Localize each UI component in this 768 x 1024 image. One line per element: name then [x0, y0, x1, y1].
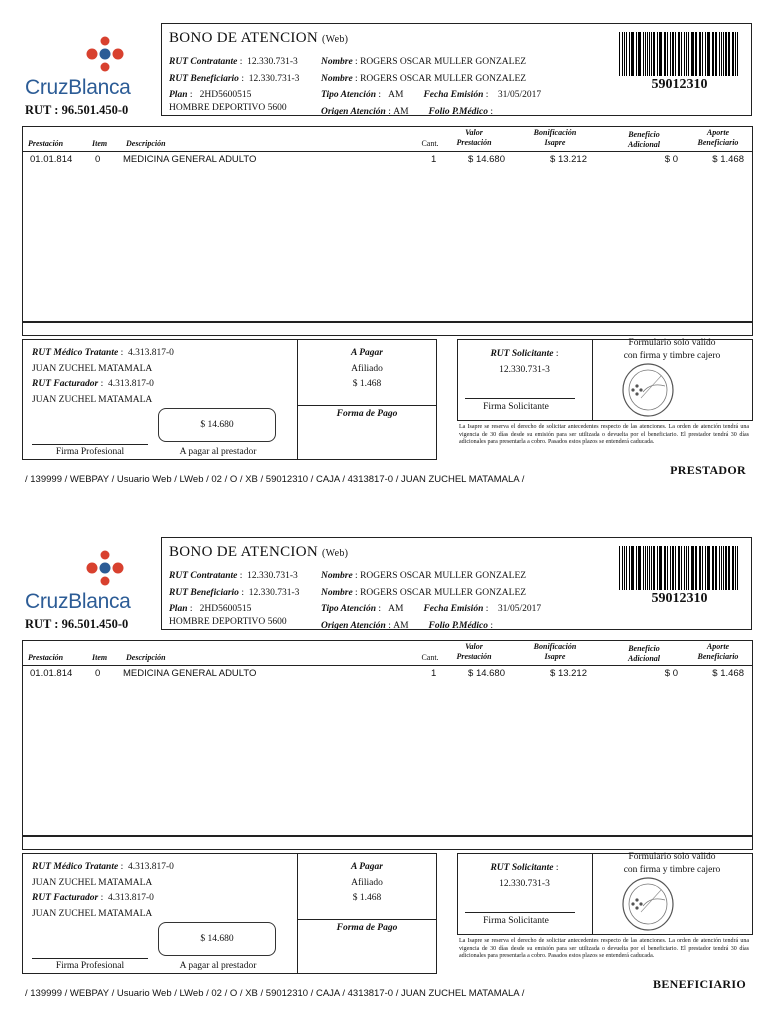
barcode-bar — [670, 546, 671, 590]
barcode-bar — [643, 546, 644, 590]
barcode-bar — [659, 546, 660, 590]
barcode-bar — [684, 546, 685, 590]
pago-divider — [297, 919, 437, 920]
cell-cant: 1 — [431, 668, 437, 679]
th-cant: Cant. — [421, 139, 439, 148]
barcode-bar — [649, 32, 650, 76]
barcode-bar — [699, 32, 700, 76]
barcode-icon — [619, 32, 740, 76]
barcode-bar — [632, 32, 634, 76]
barcode-bar — [653, 546, 655, 590]
cell-beneficio: $ 0 — [664, 668, 678, 679]
firma-profesional-line — [32, 958, 148, 959]
barcode-bar — [649, 546, 650, 590]
barcode-bar — [629, 546, 630, 590]
cell-aporte: $ 1.468 — [712, 668, 744, 679]
barcode-bar — [715, 32, 716, 76]
th-cant: Cant. — [421, 653, 439, 662]
header-mid-fields: Nombre : ROGERS OSCAR MULLER GONZALEZ Nombre : ROGERS OSCAR MULLER GONZALEZ Tipo Atención : AM Fecha Emisión : 31/05/2017 Origen Atención : AM Folio P.Médico : — [321, 571, 542, 631]
barcode-bar — [723, 546, 724, 590]
barcode-bar — [678, 32, 679, 76]
th-prestacion: Prestación — [28, 653, 64, 662]
total-box: $ 14.680 — [158, 922, 276, 956]
barcode-bar — [647, 546, 648, 590]
th-item: Item — [92, 653, 108, 662]
logo-text: CruzBlanca — [25, 590, 131, 613]
barcode-bar — [716, 546, 717, 590]
th-valor: Valor Prestación — [456, 642, 492, 661]
afiliado-monto: $ 1.468 — [352, 893, 382, 903]
barcode-bar — [664, 546, 665, 590]
barcode-bar — [725, 546, 726, 590]
barcode-bar — [699, 546, 700, 590]
barcode-bar — [708, 32, 709, 76]
firma-solicitante-line — [465, 912, 575, 913]
barcode-bar — [626, 546, 627, 590]
legal-note: La Isapre se reserva el derecho de solicitar antecedentes respecto de las atenciones. La orden de atención tendrá una vigencia de 30 días desde su emisión para ser utilizada o devuelta por el beneficiario. El prestador tendrá 30 días adicionales para presentarla a cobro. Pasados estos plazos se entenderá caducada. — [459, 938, 749, 959]
th-bonificacion: Bonificación Isapre — [533, 128, 577, 147]
a-pagar-block: A Pagar Afiliado $ 1.468 — [297, 860, 437, 907]
barcode-bar — [688, 546, 689, 590]
solicitante-rut: 12.330.731-3 — [499, 365, 550, 375]
origen-atencion: AM — [393, 620, 409, 631]
barcode-bar — [672, 32, 674, 76]
plan-description: HOMBRE DEPORTIVO 5600 — [169, 616, 287, 627]
barcode-bar — [700, 546, 701, 590]
header-left-fields: RUT Contratante : 12.330.731-3 RUT Beneficiario : 12.330.731-3 Plan : 2HD5600515 HOMBRE DEPORTIVO 5600 — [169, 57, 300, 113]
cell-prestacion: 01.01.814 — [30, 154, 73, 165]
barcode-bar — [660, 546, 661, 590]
cell-item: 0 — [95, 154, 101, 165]
th-valor: Valor Prestación — [456, 128, 492, 147]
solicitante-rut: 12.330.731-3 — [499, 879, 550, 889]
barcode-bar — [719, 546, 720, 590]
barcode-bar — [735, 32, 736, 76]
footer-line: / 139999 / WEBPAY / Usuario Web / LWeb / 02 / O / XB / 59012310 / CAJA / 4313817-0 / JUAN ZUCHEL MATAMALA / — [25, 988, 525, 999]
forma-pago-label: Forma de Pago — [336, 923, 398, 933]
solicitante-info: RUT Solicitante : 12.330.731-3 — [457, 346, 592, 378]
cruzblanca-logo-icon — [82, 34, 128, 78]
company-rut: RUT : 96.501.450-0 — [25, 617, 129, 631]
barcode-bar — [737, 546, 738, 590]
barcode-bar — [622, 32, 623, 76]
barcode-bar — [692, 32, 694, 76]
logo-text: CruzBlanca — [25, 76, 131, 99]
barcode-bar — [626, 32, 627, 76]
table-header-divider — [22, 665, 753, 666]
barcode-bar — [631, 546, 632, 590]
barcode-bar — [624, 546, 625, 590]
afiliado-monto: $ 1.468 — [352, 379, 382, 389]
barcode-bar — [723, 32, 724, 76]
cell-aporte: $ 1.468 — [712, 154, 744, 165]
firma-profesional-label: Firma Profesional — [55, 961, 125, 971]
barcode-bar — [632, 546, 634, 590]
barcode-bar — [721, 32, 722, 76]
barcode-bar — [719, 32, 720, 76]
header-left-fields: RUT Contratante : 12.330.731-3 RUT Beneficiario : 12.330.731-3 Plan : 2HD5600515 HOMBRE DEPORTIVO 5600 — [169, 571, 300, 627]
barcode-bar — [667, 546, 668, 590]
barcode-bar — [691, 546, 692, 590]
cell-bonificacion: $ 13.212 — [550, 154, 587, 165]
table-header-divider — [22, 151, 753, 152]
page-title: BONO DE ATENCION (Web) — [169, 30, 349, 46]
medico-info: RUT Médico Tratante : 4.313.817-0 JUAN ZUCHEL MATAMALA RUT Facturador : 4.313.817-0 JUAN ZUCHEL MATAMALA — [32, 346, 174, 408]
barcode-bar — [679, 32, 680, 76]
barcode-bar — [721, 546, 722, 590]
barcode-bar — [686, 32, 687, 76]
barcode-bar — [735, 546, 736, 590]
barcode-bar — [716, 32, 717, 76]
a-pagar-block: A Pagar Afiliado $ 1.468 — [297, 346, 437, 393]
barcode-bar — [702, 32, 703, 76]
barcode-bar — [665, 546, 666, 590]
copy-label: BENEFICIARIO — [653, 977, 746, 991]
barcode-bar — [645, 546, 646, 590]
barcode-bar — [675, 546, 676, 590]
barcode-bar — [675, 32, 676, 76]
barcode-bar — [712, 32, 714, 76]
barcode-bar — [651, 546, 652, 590]
plan-code: 2HD5600515 — [199, 90, 252, 100]
firma-profesional-line — [32, 444, 148, 445]
barcode-bar — [707, 546, 708, 590]
barcode-bar — [660, 32, 661, 76]
medico-rut: 4.313.817-0 — [127, 348, 174, 358]
barcode-bar — [629, 32, 630, 76]
barcode-bar — [638, 32, 639, 76]
barcode-bar — [622, 546, 623, 590]
fecha-emision: 31/05/2017 — [497, 90, 542, 100]
a-pagar-prestador-label: A pagar al prestador — [179, 447, 257, 457]
cruzblanca-logo-icon — [82, 548, 128, 592]
barcode-bar — [712, 546, 714, 590]
facturador-rut: 4.313.817-0 — [108, 893, 154, 903]
barcode-bar — [670, 32, 671, 76]
th-aporte: Aporte Beneficiario — [697, 642, 739, 661]
th-beneficio: Beneficio Adicional — [627, 644, 660, 663]
tipo-atencion: AM — [388, 604, 404, 614]
tipo-atencion: AM — [388, 90, 404, 100]
cell-beneficio: $ 0 — [664, 154, 678, 165]
company-rut: RUT : 96.501.450-0 — [25, 103, 129, 117]
barcode-bar — [636, 32, 637, 76]
barcode-bar — [657, 546, 658, 590]
a-pagar-prestador-label: A pagar al prestador — [179, 961, 257, 971]
nombre-contratante: ROGERS OSCAR MULLER GONZALEZ — [360, 571, 527, 581]
barcode-bar — [686, 546, 687, 590]
barcode-bar — [679, 546, 680, 590]
barcode-bar — [619, 546, 620, 590]
facturador-nombre: JUAN ZUCHEL MATAMALA — [32, 908, 153, 919]
barcode-bar — [729, 546, 730, 590]
facturador-rut: 4.313.817-0 — [108, 379, 154, 389]
th-prestacion: Prestación — [28, 139, 64, 148]
cell-valor: $ 14.680 — [468, 668, 505, 679]
barcode-bar — [708, 546, 709, 590]
barcode-bar — [638, 546, 639, 590]
legal-note: La Isapre se reserva el derecho de solicitar antecedentes respecto de las atenciones. La orden de atención tendrá una vigencia de 30 días desde su emisión para ser utilizada o devuelta por el beneficiario. El prestador tendrá 30 días adicionales para presentarla a cobro. Pasados estos plazos se entenderá caducada. — [459, 424, 749, 445]
nombre-beneficiario: ROGERS OSCAR MULLER GONZALEZ — [360, 587, 527, 598]
rut-beneficiario: 12.330.731-3 — [248, 587, 300, 598]
nombre-contratante: ROGERS OSCAR MULLER GONZALEZ — [360, 57, 527, 67]
forma-pago-label: Forma de Pago — [336, 409, 398, 419]
barcode-bar — [651, 32, 652, 76]
fecha-emision: 31/05/2017 — [497, 604, 542, 614]
solicitante-info: RUT Solicitante : 12.330.731-3 — [457, 860, 592, 892]
barcode-bar — [672, 546, 674, 590]
cell-cant: 1 — [431, 154, 437, 165]
firma-solicitante-label: Firma Solicitante — [483, 402, 549, 412]
barcode-bar — [725, 32, 726, 76]
barcode-bar — [732, 546, 734, 590]
table-footer-bar — [22, 836, 753, 850]
bono-number: 59012310 — [651, 591, 708, 606]
barcode-bar — [729, 32, 730, 76]
page-title: BONO DE ATENCION (Web) — [169, 544, 349, 560]
barcode-bar — [715, 546, 716, 590]
header-mid-fields: Nombre : ROGERS OSCAR MULLER GONZALEZ Nombre : ROGERS OSCAR MULLER GONZALEZ Tipo Atención : AM Fecha Emisión : 31/05/2017 Origen Atención : AM Folio P.Médico : — [321, 57, 542, 117]
barcode-bar — [645, 32, 646, 76]
barcode-bar — [643, 32, 644, 76]
pago-divider — [297, 405, 437, 406]
rut-beneficiario: 12.330.731-3 — [248, 73, 300, 84]
cell-prestacion: 01.01.814 — [30, 668, 73, 679]
barcode-bar — [684, 32, 685, 76]
barcode-bar — [667, 32, 668, 76]
barcode-bar — [705, 546, 706, 590]
barcode-bar — [659, 32, 660, 76]
barcode-bar — [631, 32, 632, 76]
barcode-bar — [692, 546, 694, 590]
barcode-bar — [737, 32, 738, 76]
th-descripcion: Descripción — [126, 139, 166, 148]
facturador-nombre: JUAN ZUCHEL MATAMALA — [32, 394, 153, 405]
plan-code: 2HD5600515 — [199, 604, 252, 614]
barcode-bar — [647, 32, 648, 76]
medico-rut: 4.313.817-0 — [127, 862, 174, 872]
footer-line: / 139999 / WEBPAY / Usuario Web / LWeb / 02 / O / XB / 59012310 / CAJA / 4313817-0 / JUAN ZUCHEL MATAMALA / — [25, 474, 525, 485]
barcode-bar — [639, 32, 640, 76]
cell-descripcion: MEDICINA GENERAL ADULTO — [123, 154, 257, 165]
cell-item: 0 — [95, 668, 101, 679]
barcode-bar — [681, 546, 682, 590]
firma-solicitante-line — [465, 398, 575, 399]
barcode-bar — [702, 546, 703, 590]
th-descripcion: Descripción — [126, 653, 166, 662]
th-item: Item — [92, 139, 108, 148]
barcode-bar — [653, 32, 655, 76]
plan-description: HOMBRE DEPORTIVO 5600 — [169, 102, 287, 113]
barcode-bar — [705, 32, 706, 76]
barcode-bar — [728, 32, 729, 76]
barcode-bar — [619, 32, 620, 76]
barcode-bar — [728, 546, 729, 590]
bono-beneficiario-copy — [0, 514, 768, 1014]
barcode-bar — [624, 32, 625, 76]
cashier-stamp-icon — [621, 362, 675, 418]
firma-solicitante-label: Firma Solicitante — [483, 916, 549, 926]
medico-info: RUT Médico Tratante : 4.313.817-0 JUAN ZUCHEL MATAMALA RUT Facturador : 4.313.817-0 JUAN ZUCHEL MATAMALA — [32, 860, 174, 922]
barcode-bar — [700, 32, 701, 76]
barcode-bar — [678, 546, 679, 590]
nombre-beneficiario: ROGERS OSCAR MULLER GONZALEZ — [360, 73, 527, 84]
origen-atencion: AM — [393, 106, 409, 117]
barcode-bar — [681, 32, 682, 76]
barcode-bar — [664, 32, 665, 76]
cell-valor: $ 14.680 — [468, 154, 505, 165]
table-footer-bar — [22, 322, 753, 336]
barcode-bar — [691, 32, 692, 76]
formulario-note: Formulario solo valido con firma y timbre cajero — [623, 338, 721, 361]
barcode-bar — [639, 546, 640, 590]
bono-number: 59012310 — [651, 77, 708, 92]
copy-label: PRESTADOR — [670, 463, 746, 477]
firma-profesional-label: Firma Profesional — [55, 447, 125, 457]
medico-nombre: JUAN ZUCHEL MATAMALA — [32, 363, 153, 374]
barcode-bar — [688, 32, 689, 76]
barcode-bar — [695, 32, 696, 76]
th-beneficio: Beneficio Adicional — [627, 130, 660, 149]
rut-contratante: 12.330.731-3 — [247, 571, 298, 581]
barcode-bar — [732, 32, 734, 76]
barcode-bar — [657, 32, 658, 76]
cashier-stamp-icon — [621, 876, 675, 932]
barcode-bar — [665, 32, 666, 76]
cell-descripcion: MEDICINA GENERAL ADULTO — [123, 668, 257, 679]
bono-prestador-copy — [0, 0, 768, 500]
formulario-note: Formulario solo valido con firma y timbre cajero — [623, 852, 721, 875]
barcode-icon — [619, 546, 740, 590]
barcode-bar — [695, 546, 696, 590]
cell-bonificacion: $ 13.212 — [550, 668, 587, 679]
total-box: $ 14.680 — [158, 408, 276, 442]
th-bonificacion: Bonificación Isapre — [533, 642, 577, 661]
medico-nombre: JUAN ZUCHEL MATAMALA — [32, 877, 153, 888]
barcode-bar — [636, 546, 637, 590]
rut-contratante: 12.330.731-3 — [247, 57, 298, 67]
th-aporte: Aporte Beneficiario — [697, 128, 739, 147]
barcode-bar — [707, 32, 708, 76]
